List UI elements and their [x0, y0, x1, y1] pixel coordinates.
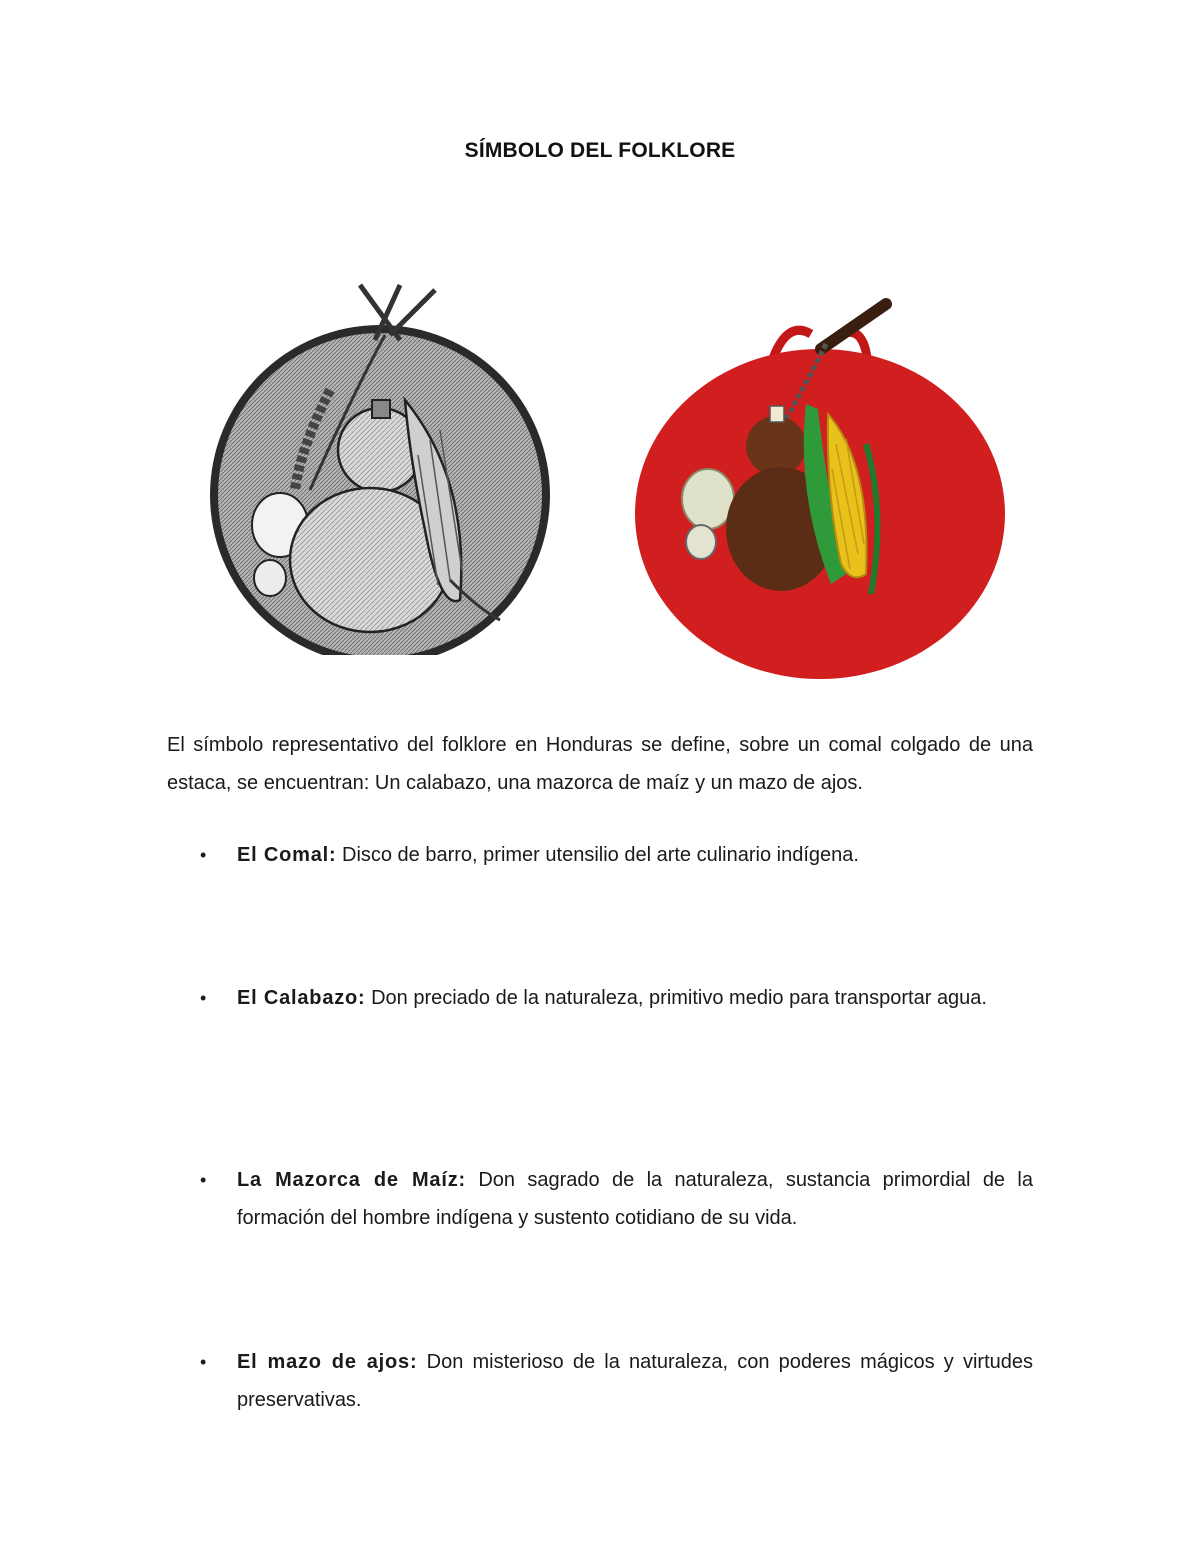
stake [821, 304, 886, 349]
bullet-icon: • [200, 988, 207, 1008]
garlic-bulb [682, 469, 734, 529]
intro-paragraph: El símbolo representativo del folklore en Honduras se define, sobre un comal colgado de una estaca, se encuentran: Un calabazo, una mazorca de maíz y un mazo de ajos. [167, 734, 1033, 794]
item-description: Don sagrado de la naturaleza, sustancia primordial de la formación del hombre indígena y sustento cotidiano de su vida. [237, 1169, 1033, 1229]
list-item-ajos [200, 1343, 1033, 1419]
gourd-top [746, 416, 806, 476]
list-item-calabazo [200, 979, 1033, 1017]
bullet-icon: • [200, 845, 207, 865]
item-description: Don misterioso de la naturaleza, con poderes mágicos y virtudes preservativas. [237, 1351, 1033, 1411]
item-term: La Mazorca de Maíz: [237, 1169, 466, 1191]
folklore-symbol-engraving [200, 280, 560, 655]
list-item-mazorca [200, 1161, 1033, 1237]
item-term: El Comal: [237, 844, 337, 866]
folklore-symbol-color [596, 294, 1034, 682]
item-term: El mazo de ajos: [237, 1351, 418, 1373]
item-description: Disco de barro, primer utensilio del arte culinario indígena. [336, 844, 859, 866]
list-item-comal [200, 836, 1033, 874]
page-title: SÍMBOLO DEL FOLKLORE [464, 139, 736, 162]
item-description: Don preciado de la naturaleza, primitivo medio para transportar agua. [365, 987, 987, 1009]
item-term: El Calabazo: [237, 987, 366, 1009]
bullet-icon: • [200, 1352, 207, 1372]
bullet-icon: • [200, 1170, 207, 1190]
